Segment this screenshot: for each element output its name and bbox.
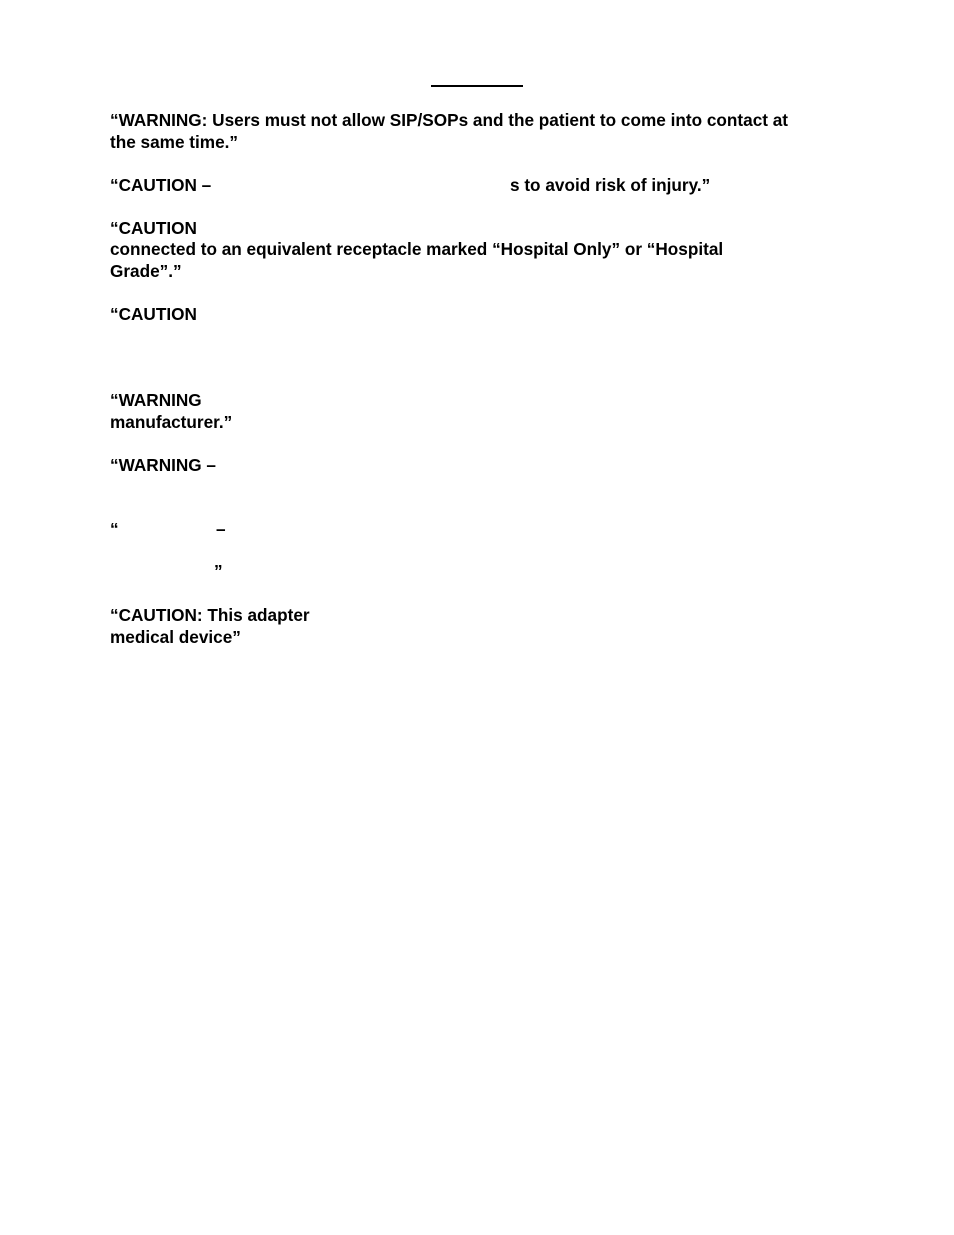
warning-manufacturer-lead: “WARNING [110, 390, 202, 410]
warning-contact-line-1: “WARNING: Users must not allow SIP/SOPs and the patient to come into contact at [110, 110, 789, 130]
fragment-dash: – [216, 519, 226, 539]
caution-adapter-line-1: “CAUTION: This adapter [110, 605, 310, 625]
fragment-close-quote: ” [214, 561, 223, 581]
caution-receptacle-line-3: Grade”.” [110, 261, 182, 281]
caution-third-lead: “CAUTION [110, 304, 197, 324]
caution-receptacle-line-2: connected to an equivalent receptacle marked “Hospital Only” or “Hospital [110, 239, 724, 259]
fragment-open-quote: “ [110, 519, 119, 539]
warning-manufacturer-line-2: manufacturer.” [110, 412, 233, 432]
caution-injury-tail: s to avoid risk of injury.” [510, 175, 711, 195]
warning-third-lead: “WARNING – [110, 455, 216, 475]
caution-receptacle-lead: “CAUTION [110, 218, 197, 238]
caution-injury-lead: “CAUTION – [110, 175, 212, 195]
title-underline [431, 85, 523, 87]
caution-adapter-line-2: medical device” [110, 627, 241, 647]
warning-contact-line-2: the same time.” [110, 132, 238, 152]
